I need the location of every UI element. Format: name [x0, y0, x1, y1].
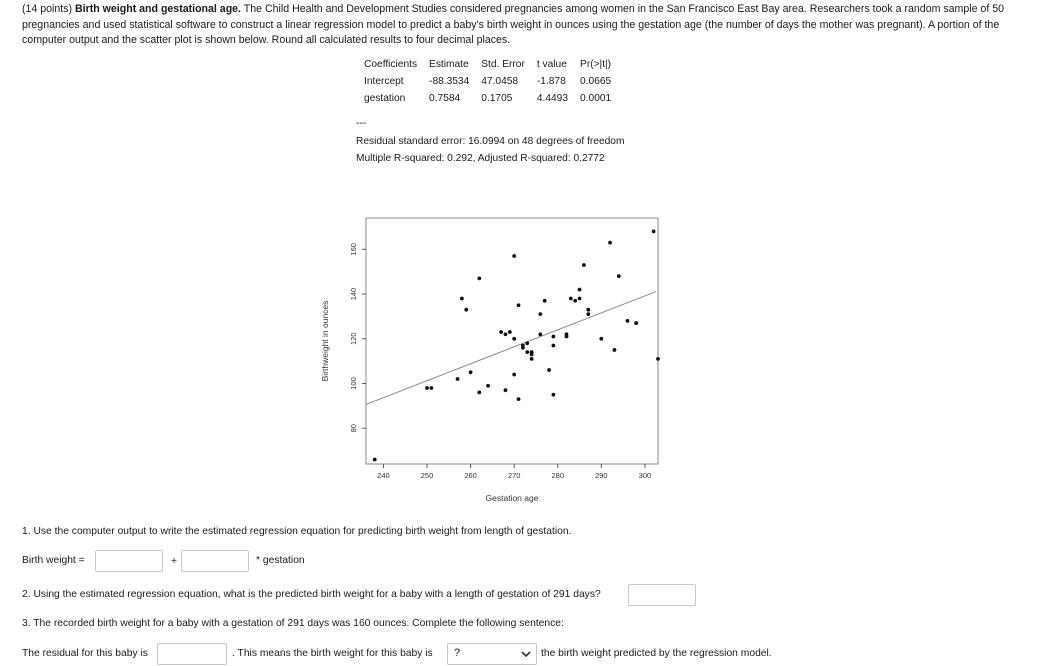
- data-point: [525, 341, 529, 345]
- data-point: [373, 458, 377, 462]
- regression-header-row: [360, 56, 619, 73]
- problem-text: The Child Health and Development Studies considered pregnancies among women in the San Francisco East Bay area. Researchers took a random sample of 50 pregnancies and used statistical software to construct a linear regression model to predict a baby's birth weight in ounces using the gestation age (the number of days the mother was pregnant). A portion of the computer output and the scatter plot is shown below. Round all calculated results to four decimal places.: [22, 3, 1005, 46]
- dropdown-value: ?: [454, 647, 461, 659]
- data-point: [652, 230, 656, 234]
- data-point: [547, 368, 551, 372]
- cell-p-value: 0.0001: [580, 93, 612, 104]
- chevron-down-icon: [520, 648, 532, 660]
- scatter-plot: [316, 212, 676, 512]
- problem-points: (14 points): [22, 3, 73, 15]
- data-point: [613, 348, 617, 352]
- y-tick-label: 100: [349, 377, 358, 390]
- residual-standard-error: Residual standard error: 16.0994 on 48 degrees of freedom: [356, 136, 625, 147]
- data-point: [573, 299, 577, 303]
- data-point: [543, 299, 547, 303]
- data-point: [460, 297, 464, 301]
- data-point: [578, 288, 582, 292]
- data-point: [552, 344, 556, 348]
- problem-statement: [22, 2, 1022, 49]
- problem-title: Birth weight and gestational age.: [75, 3, 242, 15]
- header-estimate: Estimate: [429, 59, 469, 70]
- data-point: [517, 303, 521, 307]
- data-point: [508, 330, 512, 334]
- residual-prefix: The residual for this baby is: [22, 648, 148, 659]
- x-tick-label: 300: [638, 471, 652, 480]
- data-point: [504, 388, 508, 392]
- data-point: [582, 263, 586, 267]
- x-tick-label: 290: [595, 471, 608, 480]
- data-point: [578, 297, 582, 301]
- x-axis-label: Gestation age: [485, 493, 539, 503]
- data-point: [486, 384, 490, 388]
- output-separator: ---: [356, 118, 367, 129]
- regression-line: [366, 292, 656, 405]
- data-point: [530, 353, 534, 357]
- header-p-value: Pr(>|t|): [580, 59, 612, 70]
- data-point: [552, 393, 556, 397]
- regression-row-gestation: [360, 90, 619, 107]
- data-point: [477, 391, 481, 395]
- data-point: [517, 397, 521, 401]
- question-1: 1. Use the computer output to write the estimated regression equation for predicting birth weight from length of gestation.: [22, 526, 572, 537]
- residual-input[interactable]: [157, 643, 227, 665]
- header-coefficients: Coefficients: [364, 59, 418, 70]
- data-point: [469, 370, 473, 374]
- x-tick-label: 270: [507, 471, 521, 480]
- plus-sign: +: [171, 556, 178, 567]
- data-point: [617, 274, 621, 278]
- question-3: 3. The recorded birth weight for a baby with a gestation of 291 days was 160 ounces. Complete the following sentence:: [22, 618, 564, 629]
- cell-estimate: 0.7584: [429, 93, 461, 104]
- x-tick-label: 240: [377, 471, 390, 480]
- data-point: [512, 254, 516, 258]
- cell-t-value: -1.878: [536, 76, 566, 87]
- comparison-dropdown[interactable]: [447, 643, 537, 665]
- cell-estimate: -88.3534: [429, 76, 470, 87]
- data-point: [656, 357, 660, 361]
- data-point: [525, 350, 529, 354]
- data-point: [626, 319, 630, 323]
- y-tick-label: 160: [349, 243, 358, 256]
- data-point: [569, 297, 573, 301]
- cell-name: gestation: [364, 93, 406, 104]
- regression-output-table: [360, 56, 619, 107]
- predicted-weight-input[interactable]: [628, 584, 696, 606]
- data-point: [504, 332, 508, 336]
- data-point: [586, 312, 590, 316]
- x-tick-label: 260: [464, 471, 477, 480]
- data-point: [586, 308, 590, 312]
- data-point: [512, 337, 516, 341]
- plot-frame: [366, 218, 658, 464]
- data-point: [429, 386, 433, 390]
- data-point: [599, 337, 603, 341]
- data-point: [634, 321, 638, 325]
- data-point: [425, 386, 429, 390]
- residual-middle: . This means the birth weight for this baby is: [232, 648, 433, 659]
- residual-suffix: the birth weight predicted by the regression model.: [541, 648, 772, 659]
- data-point: [464, 308, 468, 312]
- data-point: [456, 377, 460, 381]
- equation-label: Birth weight =: [22, 555, 85, 566]
- y-tick-label: 80: [349, 424, 358, 433]
- regression-row-intercept: [360, 73, 619, 90]
- cell-name: Intercept: [364, 76, 404, 87]
- cell-t-value: 4.4493: [536, 93, 569, 104]
- data-point: [538, 312, 542, 316]
- times-gestation-label: * gestation: [256, 555, 305, 566]
- question-2: 2. Using the estimated regression equation, what is the predicted birth weight for a baby with a length of gestation of 291 days?: [22, 589, 601, 600]
- header-std-error: Std. Error: [481, 59, 525, 70]
- x-tick-label: 250: [420, 471, 434, 480]
- data-point: [608, 241, 612, 245]
- data-point: [477, 276, 481, 280]
- r-squared-line: Multiple R-squared: 0.292, Adjusted R-squared: 0.2772: [356, 153, 605, 164]
- header-t-value: t value: [536, 59, 567, 70]
- y-axis-label: Birthweight in ounces: [320, 300, 330, 382]
- x-axis: [377, 464, 651, 480]
- data-point: [538, 332, 542, 336]
- cell-std-error: 47.0458: [481, 76, 519, 87]
- data-point: [499, 330, 503, 334]
- data-point: [512, 373, 516, 377]
- x-tick-label: 280: [551, 471, 565, 480]
- cell-std-error: 0.1705: [481, 93, 513, 104]
- y-tick-label: 120: [349, 332, 358, 346]
- cell-p-value: 0.0665: [580, 76, 612, 87]
- data-point: [565, 332, 569, 336]
- intercept-input[interactable]: [95, 550, 163, 572]
- y-tick-label: 140: [349, 287, 358, 301]
- slope-input[interactable]: [181, 550, 249, 572]
- data-point: [521, 344, 525, 348]
- data-point: [552, 335, 556, 339]
- y-axis: [349, 243, 366, 432]
- data-point: [530, 357, 534, 361]
